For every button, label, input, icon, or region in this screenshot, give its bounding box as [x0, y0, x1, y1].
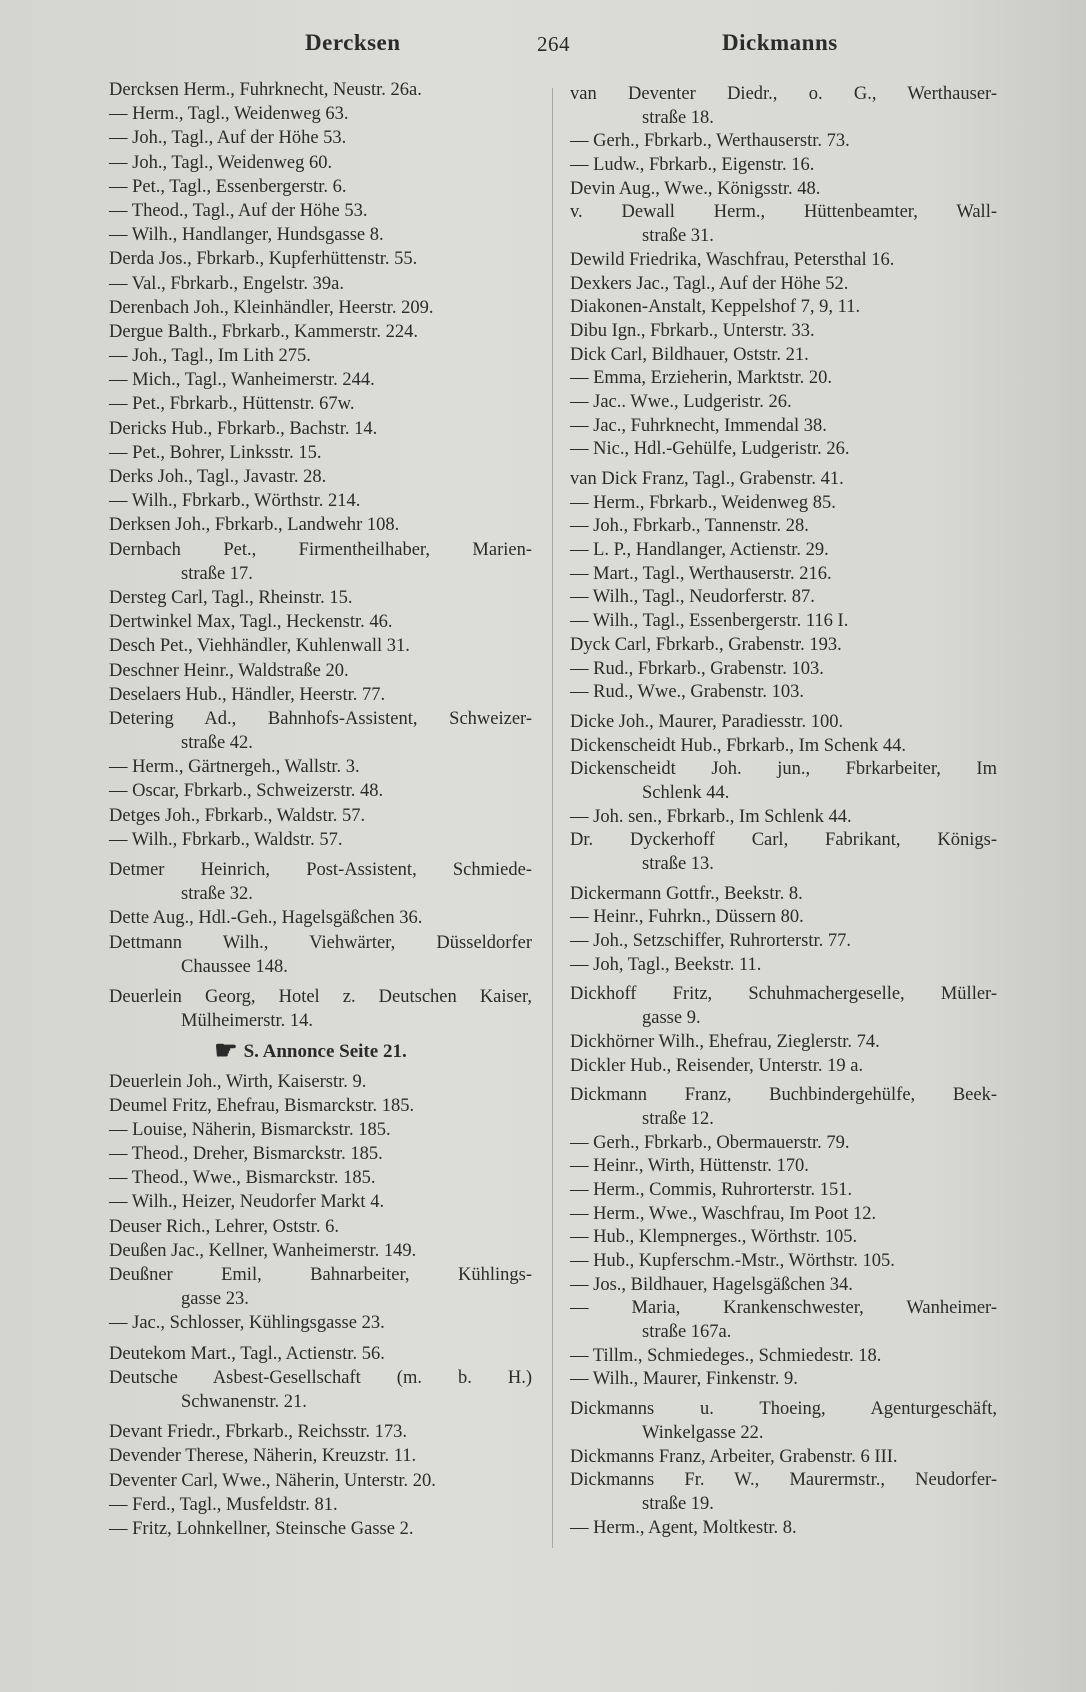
entry-line: — Ferd., Tagl., Musfeldstr. 81. [109, 1494, 338, 1515]
annonce-note [109, 1036, 532, 1066]
entry-continuation-line: straße 31. [642, 226, 714, 247]
directory-entry [109, 151, 532, 175]
entry-line: Derenbach Joh., Kleinhändler, Heerstr. 209. [109, 297, 434, 318]
entry-line: — Joh., Tagl., Weidenweg 60. [109, 152, 333, 173]
directory-entry [109, 247, 532, 271]
entry-line: — Maria, Krankenschwester, Wanheimer- [570, 1298, 997, 1319]
entry-line: — Nic., Hdl.-Gehülfe, Ludgeristr. 26. [570, 439, 850, 460]
entry-line: — Pet., Fbrkarb., Hüttenstr. 67w. [109, 394, 355, 415]
entry-line: Dicke Joh., Maurer, Paradiesstr. 100. [570, 711, 844, 732]
directory-entry [570, 1398, 997, 1445]
entry-line: — Heinr., Wirth, Hüttenstr. 170. [570, 1156, 809, 1177]
entry-line: Devender Therese, Näherin, Kreuzstr. 11. [109, 1446, 417, 1467]
entry-line: — Joh., Tagl., Auf der Höhe 53. [109, 128, 347, 149]
entry-line: — Wilh., Heizer, Neudorfer Markt 4. [109, 1192, 385, 1213]
entry-line: — L. P., Handlanger, Actienstr. 29. [570, 540, 829, 561]
running-head-left: Dercksen [305, 30, 401, 55]
entry-line: Dickmann Franz, Buchbindergehülfe, Beek- [570, 1085, 997, 1106]
directory-entry [570, 249, 997, 273]
directory-entry [570, 1368, 997, 1392]
entry-line: — Joh, Tagl., Beekstr. 11. [570, 954, 762, 975]
entry-line: — Wilh., Handlanger, Hundsgasse 8. [109, 225, 384, 246]
directory-entry [570, 1132, 997, 1156]
entry-line: Derksen Joh., Fbrkarb., Landwehr 108. [109, 515, 400, 536]
directory-entry [570, 320, 997, 344]
entry-line: — Wilh., Fbrkarb., Wörthstr. 214. [109, 491, 361, 512]
directory-entry [570, 930, 997, 954]
entry-line: Dyck Carl, Fbrkarb., Grabenstr. 193. [570, 634, 842, 655]
directory-entry [570, 1517, 997, 1541]
left-column [109, 78, 532, 1541]
entry-line: — Wilh., Tagl., Essenbergerstr. 116 I. [570, 611, 849, 632]
entry-line: — Gerh., Fbrkarb., Werthauserstr. 73. [570, 131, 850, 152]
directory-entry [109, 779, 532, 803]
entry-line: — Jac.. Wwe., Ludgeristr. 26. [570, 391, 792, 412]
entry-line: — Wilh., Fbrkarb., Waldstr. 57. [109, 829, 343, 850]
entry-continuation-line: gasse 9. [642, 1008, 701, 1029]
directory-entry [109, 1094, 532, 1118]
directory-entry [109, 906, 532, 930]
entry-line: Detering Ad., Bahnhofs-Assistent, Schweizer- [109, 708, 532, 729]
directory-entry [570, 883, 997, 907]
page-number: 264 [537, 32, 570, 56]
directory-entry [570, 492, 997, 516]
entry-line: Devin Aug., Wwe., Königsstr. 48. [570, 178, 821, 199]
entry-line: — Rud., Fbrkarb., Grabenstr. 103. [570, 658, 824, 679]
directory-entry [570, 154, 997, 178]
directory-entry [570, 634, 997, 658]
directory-entry [570, 586, 997, 610]
entry-continuation-line: straße 32. [181, 884, 253, 905]
directory-entry [570, 735, 997, 759]
entry-line: Dickenscheidt Hub., Fbrkarb., Im Schenk 44. [570, 735, 907, 756]
entry-line: — Theod., Tagl., Auf der Höhe 53. [109, 200, 368, 221]
directory-entry [109, 804, 532, 828]
entry-line: Dette Aug., Hdl.-Geh., Hagelsgäßchen 36. [109, 908, 423, 929]
directory-entry [109, 1517, 532, 1541]
entry-line: Dernbach Pet., Firmentheilhaber, Marien- [109, 539, 532, 560]
directory-entry [109, 1420, 532, 1444]
directory-entry [109, 1311, 532, 1335]
entry-line: — Heinr., Fuhrkn., Düssern 80. [570, 907, 804, 928]
entry-line: — Wilh., Maurer, Finkenstr. 9. [570, 1369, 798, 1390]
directory-entry [570, 201, 997, 248]
directory-entry [570, 367, 997, 391]
directory-entry [570, 610, 997, 634]
directory-entry [109, 610, 532, 634]
directory-entry [109, 1366, 532, 1414]
entry-line: Deußner Emil, Bahnarbeiter, Kühlings- [109, 1265, 532, 1285]
directory-entry [109, 272, 532, 296]
entry-continuation-line: straße 12. [642, 1108, 714, 1129]
entry-line: Detmer Heinrich, Post-Assistent, Schmiede- [109, 860, 532, 880]
entry-line: Dickermann Gottfr., Beekstr. 8. [570, 883, 803, 904]
entry-line: Deumel Fritz, Ehefrau, Bismarckstr. 185. [109, 1095, 415, 1116]
directory-entry [109, 828, 532, 852]
directory-entry [570, 1345, 997, 1369]
directory-entry [109, 1215, 532, 1239]
running-head-right: Dickmanns [722, 30, 838, 55]
entry-line: — Jac., Schlosser, Kühlingsgasse 23. [109, 1313, 385, 1334]
directory-entry [570, 1055, 997, 1079]
entry-line: — Theod., Dreher, Bismarckstr. 185. [109, 1144, 383, 1165]
entry-line: Dickhörner Wilh., Ehefrau, Zieglerstr. 74. [570, 1031, 880, 1052]
directory-entry [109, 465, 532, 489]
entry-line: Dersteg Carl, Tagl., Rheinstr. 15. [109, 587, 353, 608]
entry-line: — Joh., Tagl., Im Lith 275. [109, 346, 311, 367]
entry-continuation-line: straße 167a. [642, 1322, 732, 1343]
entry-line: — Hub., Kupferschm.-Mstr., Wörthstr. 105. [570, 1251, 895, 1271]
entry-line: Dericks Hub., Fbrkarb., Bachstr. 14. [109, 418, 378, 439]
directory-entry [109, 78, 532, 102]
directory-entry [109, 296, 532, 320]
directory-entry [109, 1469, 532, 1493]
entry-line: Desch Pet., Viehhändler, Kuhlenwall 31. [109, 636, 410, 657]
entry-line: Derks Joh., Tagl., Javastr. 28. [109, 467, 327, 487]
entry-continuation-line: Winkelgasse 22. [642, 1422, 764, 1443]
entry-line: Deventer Carl, Wwe., Näherin, Unterstr. 20. [109, 1470, 436, 1491]
directory-entry [570, 415, 997, 439]
directory-entry [109, 683, 532, 707]
entry-line: — Jos., Bildhauer, Hagelsgäßchen 34. [570, 1274, 853, 1295]
directory-entry [109, 392, 532, 416]
directory-entry [570, 1274, 997, 1298]
entry-line: — Herm., Commis, Ruhrorterstr. 151. [570, 1179, 853, 1200]
entry-line: — Tillm., Schmiedeges., Schmiedestr. 18. [570, 1345, 882, 1366]
entry-line: Dr. Dyckerhoff Carl, Fabrikant, Königs- [570, 830, 997, 851]
entry-line: — Ludw., Fbrkarb., Eigenstr. 16. [570, 155, 815, 176]
entry-continuation-line: straße 18. [642, 107, 714, 128]
entry-line: — Val., Fbrkarb., Engelstr. 39a. [109, 273, 344, 294]
directory-entry [109, 634, 532, 658]
entry-line: Deuerlein Georg, Hotel z. Deutschen Kaiser, [109, 986, 532, 1007]
directory-entry [109, 199, 532, 223]
directory-entry [570, 1084, 997, 1131]
entry-line: — Herm., Tagl., Weidenweg 63. [109, 104, 349, 125]
directory-entry [570, 1469, 997, 1516]
directory-entry [109, 1118, 532, 1142]
entry-line: Diakonen-Anstalt, Keppelshof 7, 9, 11. [570, 297, 861, 318]
entry-line: — Hub., Klempnerges., Wörthstr. 105. [570, 1227, 858, 1248]
entry-line: van Dick Franz, Tagl., Grabenstr. 41. [570, 469, 844, 489]
entry-line: Dettmann Wilh., Viehwärter, Düsseldorfer [109, 932, 532, 953]
entry-continuation-line: gasse 23. [181, 1289, 249, 1310]
directory-entry [109, 1342, 532, 1366]
directory-entry [570, 829, 997, 876]
advertisement-reference [109, 1036, 532, 1066]
directory-entry [570, 806, 997, 830]
entry-line: — Fritz, Lohnkellner, Steinsche Gasse 2. [109, 1518, 414, 1539]
directory-entry [570, 1031, 997, 1055]
directory-entry [109, 659, 532, 683]
directory-entry [109, 985, 532, 1033]
directory-entry [570, 539, 997, 563]
directory-entry [570, 130, 997, 154]
directory-entry [570, 1446, 997, 1470]
entry-line: Dickmanns u. Thoeing, Agenturgeschäft, [570, 1399, 997, 1420]
directory-entry [570, 468, 997, 492]
entry-line: — Herm., Agent, Moltkestr. 8. [570, 1517, 797, 1538]
entry-line: Dertwinkel Max, Tagl., Heckenstr. 46. [109, 612, 393, 633]
entry-line: Detges Joh., Fbrkarb., Waldstr. 57. [109, 805, 366, 826]
entry-line: — Jac., Fuhrknecht, Immendal 38. [570, 415, 827, 436]
annonce-text: S. Annonce Seite 21. [243, 1041, 407, 1063]
entry-line: — Mich., Tagl., Wanheimerstr. 244. [109, 370, 375, 391]
entry-line: — Herm., Gärtnergeh., Wallstr. 3. [109, 757, 360, 778]
entry-line: Dick Carl, Bildhauer, Oststr. 21. [570, 344, 809, 365]
directory-entry [570, 906, 997, 930]
directory-entry [570, 983, 997, 1030]
entry-continuation-line: straße 19. [642, 1493, 714, 1514]
directory-entry [109, 538, 532, 586]
directory-entry [109, 441, 532, 465]
entry-line: van Deventer Diedr., o. G., Werthauser- [570, 84, 997, 104]
entry-continuation-line: Chaussee 148. [181, 956, 288, 977]
entry-continuation-line: straße 17. [181, 563, 253, 584]
directory-entry [109, 102, 532, 126]
entry-line: — Wilh., Tagl., Neudorferstr. 87. [570, 587, 815, 608]
directory-entry [570, 178, 997, 202]
entry-continuation-line: straße 42. [181, 733, 253, 754]
entry-line: Dibu Ign., Fbrkarb., Unterstr. 33. [570, 320, 815, 341]
directory-entry [109, 707, 532, 755]
directory-entry [570, 1203, 997, 1227]
directory-entry [109, 489, 532, 513]
directory-entry [570, 1179, 997, 1203]
pointing-hand-icon: ☛ [214, 1036, 238, 1066]
entry-line: Devant Friedr., Fbrkarb., Reichsstr. 173. [109, 1422, 408, 1443]
directory-entry [109, 1493, 532, 1517]
directory-entry [570, 1155, 997, 1179]
directory-entry [570, 954, 997, 978]
entry-line: Dickmanns Fr. W., Maurermstr., Neudorfer- [570, 1470, 997, 1491]
directory-entry [570, 658, 997, 682]
directory-entry [109, 175, 532, 199]
entry-line: Deselaers Hub., Händler, Heerstr. 77. [109, 684, 386, 705]
directory-entry [109, 1166, 532, 1190]
entry-line: — Gerh., Fbrkarb., Obermauerstr. 79. [570, 1132, 850, 1153]
directory-entry [570, 1297, 997, 1344]
entry-continuation-line: Schlenk 44. [642, 782, 730, 803]
entry-line: — Emma, Erzieherin, Marktstr. 20. [570, 368, 833, 389]
entry-line: — Joh., Fbrkarb., Tannenstr. 28. [570, 516, 809, 537]
entry-line: — Oscar, Fbrkarb., Schweizerstr. 48. [109, 781, 384, 802]
entry-line: Deschner Heinr., Waldstraße 20. [109, 660, 349, 681]
directory-entry [570, 563, 997, 587]
directory-entry [570, 296, 997, 320]
entry-line: — Pet., Bohrer, Linksstr. 15. [109, 442, 322, 463]
directory-entry [109, 223, 532, 247]
entry-line: v. Dewall Herm., Hüttenbeamter, Wall- [570, 202, 997, 223]
directory-entry [570, 515, 997, 539]
entry-continuation-line: Schwanenstr. 21. [181, 1391, 307, 1412]
entry-line: Deußen Jac., Kellner, Wanheimerstr. 149. [109, 1240, 417, 1261]
directory-entry [109, 755, 532, 779]
directory-entry [570, 391, 997, 415]
entry-line: Dercksen Herm., Fuhrknecht, Neustr. 26a. [109, 80, 422, 100]
directory-entry [109, 513, 532, 537]
directory-entry [109, 1239, 532, 1263]
directory-entry [109, 858, 532, 906]
entry-line: — Joh. sen., Fbrkarb., Im Schlenk 44. [570, 806, 852, 827]
entry-continuation-line: Mülheimerstr. 14. [181, 1011, 314, 1032]
entry-line: Dexkers Jac., Tagl., Auf der Höhe 52. [570, 273, 849, 294]
entry-line: Derda Jos., Fbrkarb., Kupferhüttenstr. 55. [109, 249, 418, 270]
directory-entry [109, 931, 532, 979]
entry-line: Deutekom Mart., Tagl., Actienstr. 56. [109, 1343, 385, 1364]
entry-line: Dickenscheidt Joh. jun., Fbrkarbeiter, Im [570, 759, 997, 780]
directory-entry [570, 83, 997, 130]
entry-line: — Rud., Wwe., Grabenstr. 103. [570, 682, 804, 703]
entry-line: Deuerlein Joh., Wirth, Kaiserstr. 9. [109, 1071, 367, 1092]
directory-entry [109, 368, 532, 392]
directory-entry [109, 586, 532, 610]
directory-entry [109, 344, 532, 368]
entry-line: — Louise, Näherin, Bismarckstr. 185. [109, 1119, 391, 1140]
entry-line: — Theod., Wwe., Bismarckstr. 185. [109, 1168, 376, 1189]
entry-line: Dickmanns Franz, Arbeiter, Grabenstr. 6 III. [570, 1446, 898, 1467]
entry-continuation-line: straße 13. [642, 854, 714, 874]
directory-entry [570, 758, 997, 805]
directory-entry [570, 273, 997, 297]
directory-entry [570, 1226, 997, 1250]
directory-entry [570, 711, 997, 735]
entry-line: — Mart., Tagl., Werthauserstr. 216. [570, 563, 832, 584]
column-divider [552, 88, 553, 1548]
entry-line: Deuser Rich., Lehrer, Oststr. 6. [109, 1216, 339, 1237]
entry-line: Dickhoff Fritz, Schuhmachergeselle, Müller- [570, 984, 997, 1005]
directory-entry [109, 1142, 532, 1166]
entry-line: — Herm., Wwe., Waschfrau, Im Poot 12. [570, 1203, 877, 1224]
directory-entry [570, 344, 997, 368]
directory-entry [109, 1190, 532, 1214]
directory-entry [109, 1070, 532, 1094]
right-column [570, 83, 997, 1540]
directory-entry [109, 417, 532, 441]
entry-line: — Pet., Tagl., Essenbergerstr. 6. [109, 176, 347, 197]
directory-entry [570, 681, 997, 705]
entry-line: Dergue Balth., Fbrkarb., Kammerstr. 224. [109, 321, 418, 342]
directory-entry [109, 1444, 532, 1468]
directory-entry [570, 1250, 997, 1274]
entry-line: Dickler Hub., Reisender, Unterstr. 19 a. [570, 1055, 864, 1076]
directory-entry [109, 320, 532, 344]
entry-line: Deutsche Asbest-Gesellschaft (m. b. H.) [109, 1367, 532, 1388]
directory-entry [109, 1263, 532, 1311]
directory-entry [109, 126, 532, 150]
entry-line: — Herm., Fbrkarb., Weidenweg 85. [570, 492, 836, 513]
entry-line: Dewild Friedrika, Waschfrau, Petersthal 16. [570, 249, 895, 270]
directory-entry [570, 438, 997, 462]
entry-line: — Joh., Setzschiffer, Ruhrorterstr. 77. [570, 931, 851, 952]
